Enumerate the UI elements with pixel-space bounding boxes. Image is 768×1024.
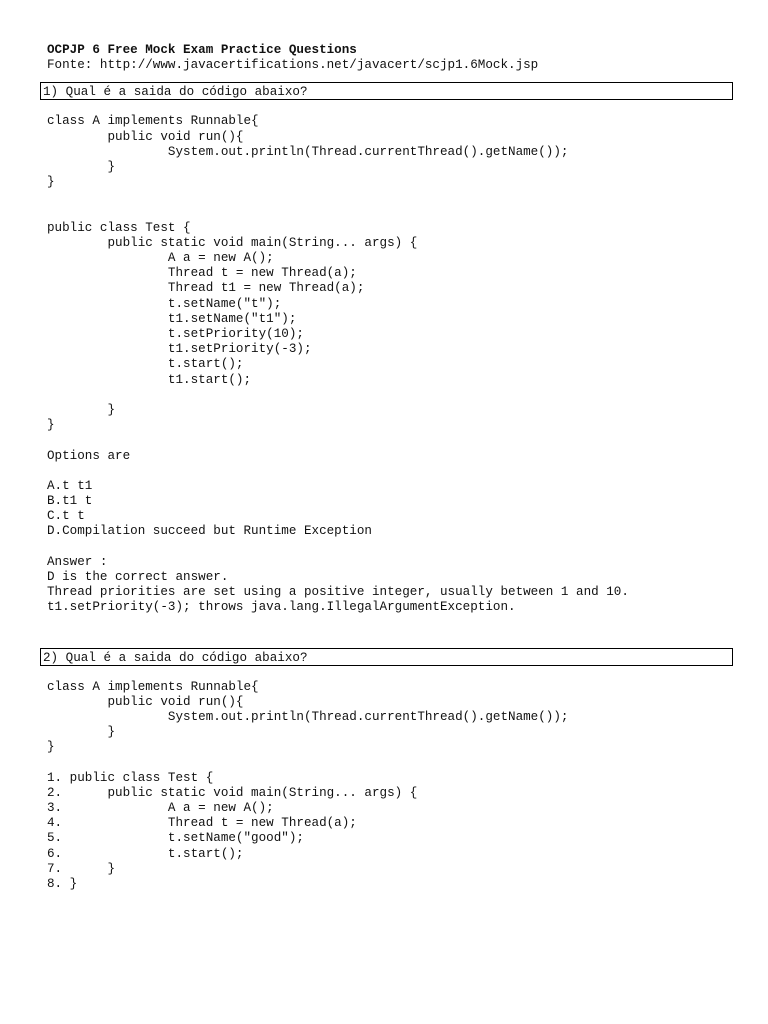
code-line: class A implements Runnable{ xyxy=(47,679,259,694)
code-line: } xyxy=(47,402,116,417)
code-line: 3. A a = new A(); xyxy=(47,801,274,816)
code-line: class A implements Runnable{ xyxy=(47,114,259,129)
question-1-prompt: 1) Qual é a saida do código abaixo? xyxy=(40,82,733,100)
code-line: t1.start(); xyxy=(47,372,252,387)
code-line: } xyxy=(47,740,55,755)
question-1-answer xyxy=(47,570,731,616)
question-2-main-code xyxy=(47,771,731,893)
question-1-main-code xyxy=(47,221,731,434)
question-1-options xyxy=(47,479,731,540)
code-line: t.setName("t"); xyxy=(47,296,282,311)
code-line: 8. } xyxy=(47,877,78,892)
option-d: D.Compilation succeed but Runtime Exception xyxy=(47,524,372,539)
code-line: t1.setName("t1"); xyxy=(47,311,297,326)
code-line: public void run(){ xyxy=(47,129,244,144)
code-line: } xyxy=(47,175,55,190)
code-line xyxy=(47,388,731,403)
document-title: OCPJP 6 Free Mock Exam Practice Questions xyxy=(47,43,357,57)
code-line: 1. public class Test { xyxy=(47,770,214,785)
answer-line: D is the correct answer. xyxy=(47,570,229,585)
answer-line: t1.setPriority(-3); throws java.lang.IllegalArgumentException. xyxy=(47,600,516,615)
code-line: 7. } xyxy=(47,861,116,876)
code-line: public class Test { xyxy=(47,220,191,235)
code-line: Thread t1 = new Thread(a); xyxy=(47,281,365,296)
option-a: A.t t1 xyxy=(47,478,93,493)
code-line: t.setPriority(10); xyxy=(47,327,304,342)
question-2-class-code xyxy=(47,680,731,756)
code-line: public void run(){ xyxy=(47,694,244,709)
code-line: 4. Thread t = new Thread(a); xyxy=(47,816,357,831)
question-1-class-code xyxy=(47,114,731,190)
code-line: 5. t.setName("good"); xyxy=(47,831,304,846)
options-heading: Options are xyxy=(47,448,131,463)
code-line: Thread t = new Thread(a); xyxy=(47,266,357,281)
source-line: Fonte: http://www.javacertifications.net/javacert/scjp1.6Mock.jsp xyxy=(47,58,539,73)
code-line: System.out.println(Thread.currentThread().getName()); xyxy=(47,709,569,724)
code-line: t.start(); xyxy=(47,357,244,372)
code-line: } xyxy=(47,159,116,174)
answer-heading: Answer : xyxy=(47,554,108,569)
option-c: C.t t xyxy=(47,509,85,524)
question-2-prompt: 2) Qual é a saida do código abaixo? xyxy=(40,648,733,666)
code-line: 2. public static void main(String... args) { xyxy=(47,785,418,800)
code-line: public static void main(String... args) { xyxy=(47,235,418,250)
code-line: System.out.println(Thread.currentThread().getName()); xyxy=(47,144,569,159)
code-line: } xyxy=(47,725,116,740)
document-page xyxy=(43,43,731,892)
code-line: 6. t.start(); xyxy=(47,846,244,861)
code-line: t1.setPriority(-3); xyxy=(47,342,312,357)
code-line: } xyxy=(47,418,55,433)
option-b: B.t1 t xyxy=(47,494,93,509)
code-line: A a = new A(); xyxy=(47,251,274,266)
answer-line: Thread priorities are set using a positive integer, usually between 1 and 10. xyxy=(47,585,629,600)
